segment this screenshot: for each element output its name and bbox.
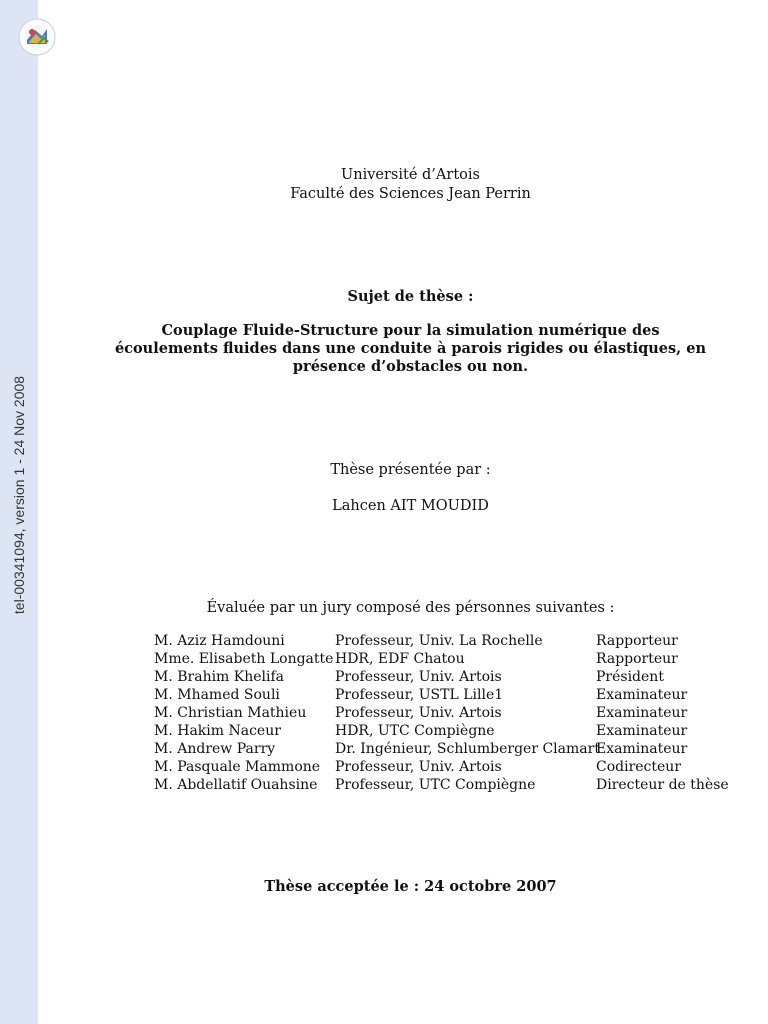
thesis-title-line: présence d’obstacles ou non. — [292, 358, 529, 375]
jury-row — [38, 633, 768, 651]
university-name: Université d’Artois — [341, 167, 480, 183]
jury-row — [38, 759, 768, 777]
jury-member-role: Examinateur — [596, 741, 688, 757]
jury-member-role: Directeur de thèse — [596, 777, 729, 793]
jury-intro: Évaluée par un jury composé des pérsonnes suivantes : — [206, 600, 615, 616]
jury-member-name: M. Abdellatif Ouahsine — [154, 777, 318, 793]
jury-member-role: Rapporteur — [596, 633, 678, 649]
thesis-title — [38, 322, 768, 376]
jury-member-title: Professeur, UTC Compiègne — [335, 777, 536, 793]
jury-row — [38, 651, 768, 669]
jury-member-name: M. Christian Mathieu — [154, 705, 307, 721]
jury-member-title: HDR, UTC Compiègne — [335, 723, 495, 739]
archive-stamp: tel-00341094, version 1 - 24 Nov 2008 — [11, 375, 27, 615]
jury-row — [38, 741, 768, 759]
jury-member-name: M. Andrew Parry — [154, 741, 276, 757]
institution-block — [38, 166, 768, 204]
jury-member-role: Président — [596, 669, 664, 685]
jury-member-title: Dr. Ingénieur, Schlumberger Clamart — [335, 741, 600, 757]
thesis-title-line: Couplage Fluide-Structure pour la simulation numérique des — [161, 322, 660, 339]
jury-row — [38, 705, 768, 723]
jury-list — [38, 633, 768, 795]
jury-row — [38, 777, 768, 795]
subject-label: Sujet de thèse : — [347, 288, 474, 305]
jury-member-role: Examinateur — [596, 687, 688, 703]
jury-member-name: M. Aziz Hamdouni — [154, 633, 285, 649]
jury-member-name: M. Hakim Naceur — [154, 723, 281, 739]
jury-member-title: Professeur, Univ. Artois — [335, 759, 502, 775]
faculty-name: Faculté des Sciences Jean Perrin — [290, 186, 531, 202]
title-page — [38, 0, 768, 1024]
jury-member-name: M. Brahim Khelifa — [154, 669, 285, 685]
jury-row — [38, 723, 768, 741]
jury-member-title: HDR, EDF Chatou — [335, 651, 465, 667]
jury-member-title: Professeur, Univ. Artois — [335, 669, 502, 685]
jury-member-role: Examinateur — [596, 705, 688, 721]
jury-row — [38, 669, 768, 687]
jury-member-title: Professeur, USTL Lille1 — [335, 687, 504, 703]
jury-member-title: Professeur, Univ. La Rochelle — [335, 633, 543, 649]
author-name: Lahcen AIT MOUDID — [332, 498, 489, 514]
acceptance-date: Thèse acceptée le : 24 octobre 2007 — [264, 878, 557, 895]
presented-by-label: Thèse présentée par : — [330, 462, 491, 478]
jury-member-name: M. Pasquale Mammone — [154, 759, 321, 775]
thesis-title-line: écoulements fluides dans une conduite à parois rigides ou élastiques, en — [114, 340, 707, 357]
jury-member-role: Rapporteur — [596, 651, 678, 667]
jury-member-role: Codirecteur — [596, 759, 682, 775]
jury-row — [38, 687, 768, 705]
jury-member-title: Professeur, Univ. Artois — [335, 705, 502, 721]
jury-member-name: Mme. Elisabeth Longatte — [154, 651, 334, 667]
jury-member-name: M. Mhamed Souli — [154, 687, 280, 703]
jury-member-role: Examinateur — [596, 723, 688, 739]
